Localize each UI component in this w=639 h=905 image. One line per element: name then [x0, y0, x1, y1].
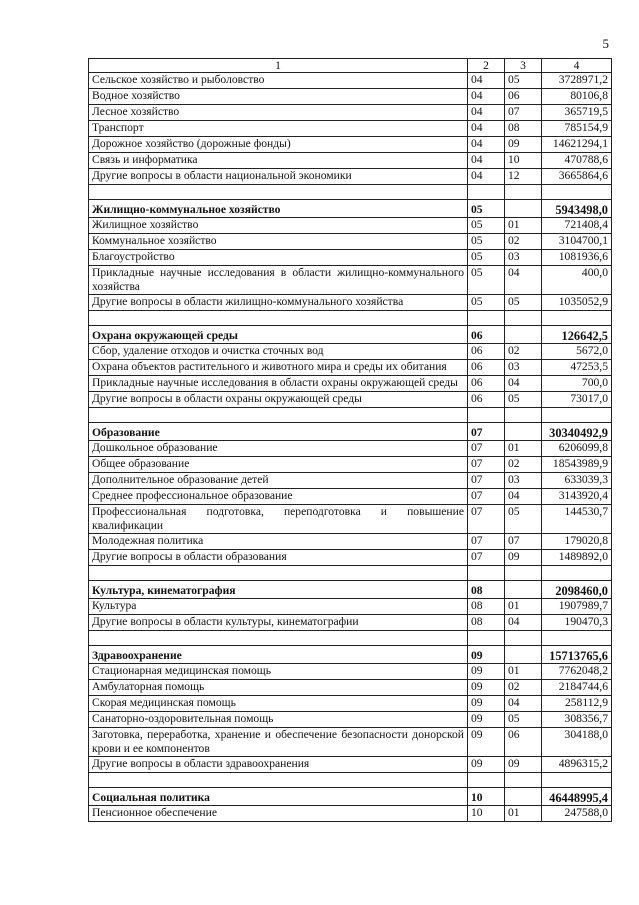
subsection-code: 01	[505, 218, 542, 234]
amount: 365719,5	[542, 105, 612, 121]
table-row	[89, 89, 612, 105]
table-row	[89, 250, 612, 266]
table-row	[89, 489, 612, 505]
amount: 179020,8	[542, 534, 612, 550]
section-code: 07	[468, 441, 505, 457]
subsection-code: 04	[505, 615, 542, 631]
amount: 14621294,1	[542, 137, 612, 153]
spacer-cell	[468, 773, 505, 788]
header-col-2: 2	[468, 59, 505, 73]
item-name: Другие вопросы в области здравоохранения	[89, 757, 468, 773]
amount: 2184744,6	[542, 680, 612, 696]
table-row	[89, 169, 612, 185]
amount: 46448995,4	[542, 788, 612, 806]
table-row	[89, 392, 612, 408]
spacer-cell	[89, 311, 468, 326]
subsection-code: 05	[505, 712, 542, 728]
amount: 126642,5	[542, 326, 612, 344]
section-code: 07	[468, 473, 505, 489]
subsection-code: 01	[505, 599, 542, 615]
item-name: Другие вопросы в области охраны окружающей среды	[89, 392, 468, 408]
spacer-row	[89, 185, 612, 200]
section-code: 07	[468, 489, 505, 505]
table-row	[89, 534, 612, 550]
spacer-cell	[542, 631, 612, 646]
spacer-cell	[89, 773, 468, 788]
subsection-code: 09	[505, 137, 542, 153]
subsection-code: 09	[505, 550, 542, 566]
item-name: Прикладные научные исследования в области охраны окружающей среды	[89, 376, 468, 392]
subsection-code: 03	[505, 360, 542, 376]
table-row	[89, 360, 612, 376]
item-name: Транспорт	[89, 121, 468, 137]
table-row	[89, 105, 612, 121]
table-row	[89, 615, 612, 631]
amount: 73017,0	[542, 392, 612, 408]
amount: 3665864,6	[542, 169, 612, 185]
item-name: Здравоохранение	[89, 646, 468, 664]
section-code: 06	[468, 392, 505, 408]
table-row	[89, 344, 612, 360]
spacer-cell	[505, 566, 542, 581]
item-name: Сельское хозяйство и рыболовство	[89, 73, 468, 89]
amount: 5943498,0	[542, 200, 612, 218]
spacer-cell	[468, 311, 505, 326]
table-row	[89, 234, 612, 250]
section-code: 09	[468, 696, 505, 712]
section-code: 05	[468, 200, 505, 218]
amount: 470788,6	[542, 153, 612, 169]
item-name: Среднее профессиональное образование	[89, 489, 468, 505]
amount: 3728971,2	[542, 73, 612, 89]
table-row	[89, 441, 612, 457]
item-name: Охрана объектов растительного и животного мира и среды их обитания	[89, 360, 468, 376]
subsection-code: 02	[505, 344, 542, 360]
item-name: Дорожное хозяйство (дорожные фонды)	[89, 137, 468, 153]
section-code: 10	[468, 806, 505, 822]
subsection-code: 04	[505, 489, 542, 505]
amount: 30340492,9	[542, 423, 612, 441]
section-code: 09	[468, 680, 505, 696]
item-name: Другие вопросы в области жилищно-коммунального хозяйства	[89, 295, 468, 311]
amount: 721408,4	[542, 218, 612, 234]
item-name: Дошкольное образование	[89, 441, 468, 457]
section-row	[89, 326, 612, 344]
section-code: 08	[468, 599, 505, 615]
subsection-code: 08	[505, 121, 542, 137]
subsection-code: 12	[505, 169, 542, 185]
item-name: Сбор, удаление отходов и очистка сточных вод	[89, 344, 468, 360]
amount: 5672,0	[542, 344, 612, 360]
section-code: 08	[468, 615, 505, 631]
spacer-cell	[542, 566, 612, 581]
header-col-3: 3	[505, 59, 542, 73]
section-row	[89, 788, 612, 806]
section-code: 09	[468, 664, 505, 680]
item-name: Заготовка, переработка, хранение и обеспечение безопасности донорской крови и ее компонентов	[89, 728, 468, 757]
item-name: Культура	[89, 599, 468, 615]
table-row	[89, 680, 612, 696]
section-row	[89, 200, 612, 218]
amount: 1489892,0	[542, 550, 612, 566]
amount: 80106,8	[542, 89, 612, 105]
item-name: Культура, кинематография	[89, 581, 468, 599]
subsection-code: 04	[505, 696, 542, 712]
amount: 785154,9	[542, 121, 612, 137]
spacer-cell	[542, 311, 612, 326]
table-body	[89, 73, 612, 822]
section-code: 09	[468, 712, 505, 728]
item-name: Профессиональная подготовка, переподготовка и повышение квалификации	[89, 505, 468, 534]
spacer-cell	[89, 631, 468, 646]
section-code: 09	[468, 728, 505, 757]
section-code: 04	[468, 73, 505, 89]
spacer-row	[89, 631, 612, 646]
amount: 304188,0	[542, 728, 612, 757]
item-name: Молодежная политика	[89, 534, 468, 550]
item-name: Социальная политика	[89, 788, 468, 806]
amount: 700,0	[542, 376, 612, 392]
item-name: Благоустройство	[89, 250, 468, 266]
subsection-code	[505, 423, 542, 441]
table-row	[89, 295, 612, 311]
spacer-cell	[542, 408, 612, 423]
item-name: Жилищное хозяйство	[89, 218, 468, 234]
section-code: 05	[468, 234, 505, 250]
spacer-row	[89, 566, 612, 581]
subsection-code: 04	[505, 266, 542, 295]
table-row	[89, 457, 612, 473]
table-row	[89, 664, 612, 680]
subsection-code: 05	[505, 505, 542, 534]
spacer-cell	[468, 566, 505, 581]
section-code: 04	[468, 153, 505, 169]
item-name: Жилищно-коммунальное хозяйство	[89, 200, 468, 218]
section-row	[89, 423, 612, 441]
amount: 7762048,2	[542, 664, 612, 680]
item-name: Стационарная медицинская помощь	[89, 664, 468, 680]
item-name: Другие вопросы в области национальной экономики	[89, 169, 468, 185]
table-row	[89, 550, 612, 566]
amount: 3143920,4	[542, 489, 612, 505]
amount: 400,0	[542, 266, 612, 295]
section-code: 06	[468, 360, 505, 376]
subsection-code	[505, 581, 542, 599]
section-row	[89, 581, 612, 599]
amount: 633039,3	[542, 473, 612, 489]
spacer-cell	[505, 408, 542, 423]
section-row	[89, 646, 612, 664]
item-name: Общее образование	[89, 457, 468, 473]
section-code: 05	[468, 266, 505, 295]
subsection-code: 02	[505, 457, 542, 473]
amount: 258112,9	[542, 696, 612, 712]
subsection-code: 06	[505, 728, 542, 757]
spacer-cell	[89, 566, 468, 581]
item-name: Образование	[89, 423, 468, 441]
table-header	[89, 59, 612, 73]
table-row	[89, 121, 612, 137]
table-row	[89, 696, 612, 712]
spacer-row	[89, 408, 612, 423]
amount: 3104700,1	[542, 234, 612, 250]
table-row	[89, 218, 612, 234]
amount: 15713765,6	[542, 646, 612, 664]
section-code: 04	[468, 89, 505, 105]
amount: 6206099,8	[542, 441, 612, 457]
spacer-cell	[542, 773, 612, 788]
section-code: 07	[468, 457, 505, 473]
spacer-cell	[468, 408, 505, 423]
subsection-code	[505, 326, 542, 344]
subsection-code: 05	[505, 392, 542, 408]
table-row	[89, 712, 612, 728]
table-row	[89, 153, 612, 169]
subsection-code	[505, 200, 542, 218]
header-col-1: 1	[89, 59, 468, 73]
subsection-code: 02	[505, 680, 542, 696]
section-code: 07	[468, 534, 505, 550]
section-code: 06	[468, 376, 505, 392]
amount: 47253,5	[542, 360, 612, 376]
spacer-cell	[505, 631, 542, 646]
section-code: 07	[468, 423, 505, 441]
amount: 1907989,7	[542, 599, 612, 615]
subsection-code: 05	[505, 73, 542, 89]
subsection-code	[505, 788, 542, 806]
spacer-cell	[505, 311, 542, 326]
table-row	[89, 137, 612, 153]
section-code: 05	[468, 250, 505, 266]
amount: 1035052,9	[542, 295, 612, 311]
item-name: Коммунальное хозяйство	[89, 234, 468, 250]
section-code: 05	[468, 218, 505, 234]
subsection-code: 03	[505, 250, 542, 266]
spacer-cell	[505, 185, 542, 200]
amount: 18543989,9	[542, 457, 612, 473]
section-code: 07	[468, 550, 505, 566]
subsection-code: 02	[505, 234, 542, 250]
spacer-cell	[468, 185, 505, 200]
item-name: Пенсионное обеспечение	[89, 806, 468, 822]
spacer-cell	[89, 185, 468, 200]
item-name: Лесное хозяйство	[89, 105, 468, 121]
table-row	[89, 806, 612, 822]
table-row	[89, 266, 612, 295]
section-code: 07	[468, 505, 505, 534]
item-name: Амбулаторная помощь	[89, 680, 468, 696]
table-row	[89, 757, 612, 773]
section-code: 09	[468, 646, 505, 664]
section-code: 08	[468, 581, 505, 599]
item-name: Охрана окружающей среды	[89, 326, 468, 344]
amount: 190470,3	[542, 615, 612, 631]
spacer-cell	[89, 408, 468, 423]
item-name: Другие вопросы в области образования	[89, 550, 468, 566]
item-name: Прикладные научные исследования в области жилищно-коммунального хозяйства	[89, 266, 468, 295]
spacer-row	[89, 311, 612, 326]
header-row	[89, 59, 612, 73]
subsection-code: 01	[505, 441, 542, 457]
amount: 247588,0	[542, 806, 612, 822]
section-code: 04	[468, 169, 505, 185]
table-row	[89, 728, 612, 757]
section-code: 09	[468, 757, 505, 773]
section-code: 10	[468, 788, 505, 806]
spacer-cell	[468, 631, 505, 646]
amount: 308356,7	[542, 712, 612, 728]
section-code: 04	[468, 137, 505, 153]
item-name: Дополнительное образование детей	[89, 473, 468, 489]
subsection-code: 06	[505, 89, 542, 105]
spacer-row	[89, 773, 612, 788]
subsection-code	[505, 646, 542, 664]
subsection-code: 03	[505, 473, 542, 489]
table-row	[89, 73, 612, 89]
table-row	[89, 473, 612, 489]
page-number: 5	[602, 36, 609, 51]
subsection-code: 10	[505, 153, 542, 169]
subsection-code: 07	[505, 105, 542, 121]
table-row	[89, 599, 612, 615]
section-code: 06	[468, 326, 505, 344]
item-name: Санаторно-оздоровительная помощь	[89, 712, 468, 728]
table-row	[89, 505, 612, 534]
subsection-code: 01	[505, 664, 542, 680]
subsection-code: 07	[505, 534, 542, 550]
amount: 4896315,2	[542, 757, 612, 773]
item-name: Скорая медицинская помощь	[89, 696, 468, 712]
amount: 2098460,0	[542, 581, 612, 599]
subsection-code: 04	[505, 376, 542, 392]
subsection-code: 05	[505, 295, 542, 311]
amount: 144530,7	[542, 505, 612, 534]
section-code: 04	[468, 105, 505, 121]
amount: 1081936,6	[542, 250, 612, 266]
subsection-code: 01	[505, 806, 542, 822]
spacer-cell	[542, 185, 612, 200]
subsection-code: 09	[505, 757, 542, 773]
header-col-4: 4	[542, 59, 612, 73]
table-row	[89, 376, 612, 392]
section-code: 06	[468, 344, 505, 360]
spacer-cell	[505, 773, 542, 788]
budget-table	[88, 58, 612, 822]
item-name: Другие вопросы в области культуры, кинематографии	[89, 615, 468, 631]
section-code: 04	[468, 121, 505, 137]
item-name: Водное хозяйство	[89, 89, 468, 105]
section-code: 05	[468, 295, 505, 311]
item-name: Связь и информатика	[89, 153, 468, 169]
